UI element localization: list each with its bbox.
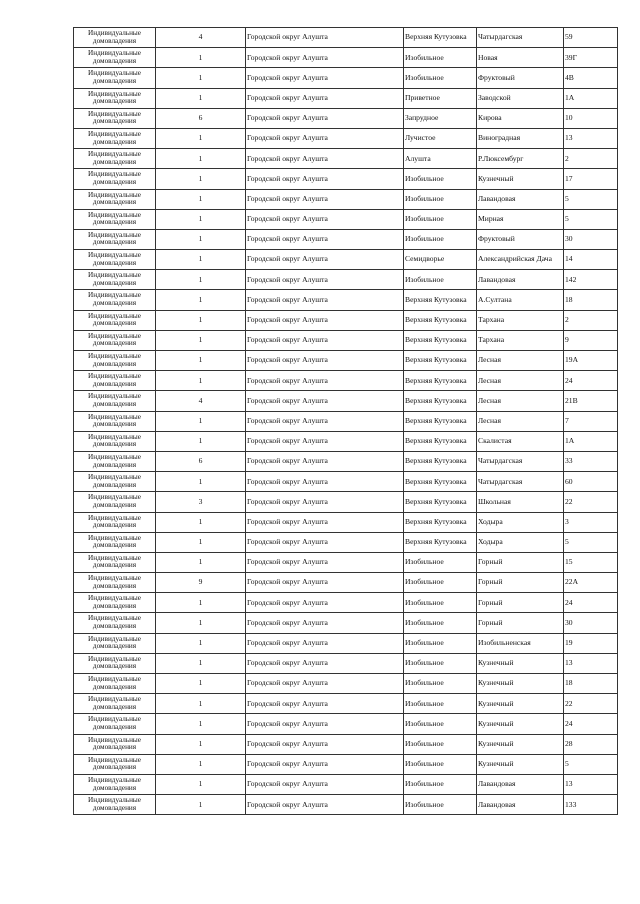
dwelling-count-cell: 1 (156, 229, 246, 249)
street-cell: Тархана (477, 330, 564, 350)
house-number-cell: 3 (564, 512, 618, 532)
street-cell: Новая (477, 48, 564, 68)
municipality-cell: Городской округ Алушта (246, 371, 404, 391)
table-row (74, 431, 618, 451)
street-cell: Кирова (477, 108, 564, 128)
municipality-cell: Городской округ Алушта (246, 270, 404, 290)
dwelling-count-cell: 1 (156, 290, 246, 310)
locality-cell: Изобильное (404, 169, 477, 189)
table-row (74, 209, 618, 229)
house-number-cell: 30 (564, 229, 618, 249)
house-number-cell: 133 (564, 795, 618, 815)
house-number-cell: 5 (564, 209, 618, 229)
table-row (74, 532, 618, 552)
dwelling-type-cell: Индивидуальные домовладения (74, 492, 156, 512)
street-cell: Кузнечный (477, 694, 564, 714)
dwelling-count-cell: 1 (156, 128, 246, 148)
housing-table (73, 27, 618, 815)
municipality-cell: Городской округ Алушта (246, 209, 404, 229)
street-cell: Чатырдагская (477, 451, 564, 471)
street-cell: Тархана (477, 310, 564, 330)
street-cell: Ходыра (477, 512, 564, 532)
dwelling-count-cell: 1 (156, 68, 246, 88)
locality-cell: Изобильное (404, 573, 477, 593)
street-cell: Лесная (477, 371, 564, 391)
table-row (74, 593, 618, 613)
municipality-cell: Городской округ Алушта (246, 573, 404, 593)
dwelling-type-cell: Индивидуальные домовладения (74, 290, 156, 310)
table-row (74, 774, 618, 794)
house-number-cell: 5 (564, 532, 618, 552)
house-number-cell: 24 (564, 714, 618, 734)
dwelling-type-cell: Индивидуальные домовладения (74, 795, 156, 815)
dwelling-type-cell: Индивидуальные домовладения (74, 512, 156, 532)
dwelling-count-cell: 1 (156, 734, 246, 754)
locality-cell: Алушта (404, 149, 477, 169)
street-cell: Изобильненская (477, 633, 564, 653)
street-cell: Кузнечный (477, 714, 564, 734)
house-number-cell: 39Г (564, 48, 618, 68)
street-cell: Горный (477, 573, 564, 593)
dwelling-count-cell: 1 (156, 250, 246, 270)
dwelling-type-cell: Индивидуальные домовладения (74, 310, 156, 330)
locality-cell: Изобильное (404, 633, 477, 653)
table-row (74, 694, 618, 714)
municipality-cell: Городской округ Алушта (246, 734, 404, 754)
street-cell: Виноградная (477, 128, 564, 148)
municipality-cell: Городской округ Алушта (246, 774, 404, 794)
locality-cell: Изобильное (404, 754, 477, 774)
municipality-cell: Городской округ Алушта (246, 754, 404, 774)
municipality-cell: Городской округ Алушта (246, 674, 404, 694)
dwelling-count-cell: 1 (156, 88, 246, 108)
dwelling-type-cell: Индивидуальные домовладения (74, 48, 156, 68)
locality-cell: Изобильное (404, 270, 477, 290)
house-number-cell: 24 (564, 593, 618, 613)
house-number-cell: 30 (564, 613, 618, 633)
house-number-cell: 2 (564, 310, 618, 330)
housing-table-body (74, 28, 618, 815)
dwelling-type-cell: Индивидуальные домовладения (74, 28, 156, 48)
municipality-cell: Городской округ Алушта (246, 391, 404, 411)
municipality-cell: Городской округ Алушта (246, 310, 404, 330)
house-number-cell: 1А (564, 88, 618, 108)
municipality-cell: Городской округ Алушта (246, 633, 404, 653)
dwelling-count-cell: 1 (156, 512, 246, 532)
street-cell: Лавандовая (477, 189, 564, 209)
municipality-cell: Городской округ Алушта (246, 290, 404, 310)
street-cell: А.Султана (477, 290, 564, 310)
dwelling-type-cell: Индивидуальные домовладения (74, 734, 156, 754)
dwelling-count-cell: 9 (156, 573, 246, 593)
street-cell: Лесная (477, 391, 564, 411)
table-row (74, 472, 618, 492)
dwelling-count-cell: 1 (156, 774, 246, 794)
municipality-cell: Городской округ Алушта (246, 351, 404, 371)
dwelling-count-cell: 1 (156, 209, 246, 229)
dwelling-type-cell: Индивидуальные домовладения (74, 674, 156, 694)
house-number-cell: 10 (564, 108, 618, 128)
street-cell: Горный (477, 552, 564, 572)
dwelling-type-cell: Индивидуальные домовладения (74, 88, 156, 108)
house-number-cell: 14 (564, 250, 618, 270)
dwelling-count-cell: 1 (156, 754, 246, 774)
locality-cell: Изобильное (404, 774, 477, 794)
dwelling-type-cell: Индивидуальные домовладения (74, 653, 156, 673)
locality-cell: Верхняя Кутузовка (404, 351, 477, 371)
street-cell: Лавандовая (477, 270, 564, 290)
municipality-cell: Городской округ Алушта (246, 714, 404, 734)
municipality-cell: Городской округ Алушта (246, 48, 404, 68)
dwelling-count-cell: 1 (156, 694, 246, 714)
street-cell: Чатырдагская (477, 472, 564, 492)
locality-cell: Изобильное (404, 674, 477, 694)
locality-cell: Изобильное (404, 653, 477, 673)
municipality-cell: Городской округ Алушта (246, 149, 404, 169)
locality-cell: Изобильное (404, 229, 477, 249)
street-cell: Заводской (477, 88, 564, 108)
dwelling-type-cell: Индивидуальные домовладения (74, 391, 156, 411)
street-cell: Кузнечный (477, 169, 564, 189)
dwelling-count-cell: 1 (156, 270, 246, 290)
dwelling-count-cell: 1 (156, 714, 246, 734)
dwelling-count-cell: 1 (156, 330, 246, 350)
house-number-cell: 1А (564, 431, 618, 451)
dwelling-type-cell: Индивидуальные домовладения (74, 633, 156, 653)
table-row (74, 714, 618, 734)
street-cell: Лавандовая (477, 795, 564, 815)
municipality-cell: Городской округ Алушта (246, 189, 404, 209)
dwelling-count-cell: 1 (156, 593, 246, 613)
dwelling-type-cell: Индивидуальные домовладения (74, 351, 156, 371)
house-number-cell: 4В (564, 68, 618, 88)
dwelling-count-cell: 4 (156, 391, 246, 411)
house-number-cell: 22 (564, 492, 618, 512)
house-number-cell: 13 (564, 774, 618, 794)
street-cell: Лавандовая (477, 774, 564, 794)
locality-cell: Верхняя Кутузовка (404, 411, 477, 431)
municipality-cell: Городской округ Алушта (246, 431, 404, 451)
dwelling-count-cell: 1 (156, 633, 246, 653)
table-row (74, 633, 618, 653)
house-number-cell: 19 (564, 633, 618, 653)
municipality-cell: Городской округ Алушта (246, 88, 404, 108)
table-row (74, 128, 618, 148)
house-number-cell: 22 (564, 694, 618, 714)
locality-cell: Изобильное (404, 209, 477, 229)
locality-cell: Верхняя Кутузовка (404, 472, 477, 492)
street-cell: Ходыра (477, 532, 564, 552)
locality-cell: Семидворье (404, 250, 477, 270)
locality-cell: Запрудное (404, 108, 477, 128)
street-cell: Р.Люксембург (477, 149, 564, 169)
dwelling-type-cell: Индивидуальные домовладения (74, 149, 156, 169)
table-row (74, 512, 618, 532)
street-cell: Скалистая (477, 431, 564, 451)
dwelling-count-cell: 1 (156, 371, 246, 391)
locality-cell: Верхняя Кутузовка (404, 28, 477, 48)
table-row (74, 371, 618, 391)
municipality-cell: Городской округ Алушта (246, 28, 404, 48)
dwelling-count-cell: 1 (156, 552, 246, 572)
locality-cell: Изобильное (404, 734, 477, 754)
municipality-cell: Городской округ Алушта (246, 795, 404, 815)
locality-cell: Изобильное (404, 694, 477, 714)
locality-cell: Верхняя Кутузовка (404, 451, 477, 471)
locality-cell: Верхняя Кутузовка (404, 532, 477, 552)
dwelling-type-cell: Индивидуальные домовладения (74, 552, 156, 572)
house-number-cell: 33 (564, 451, 618, 471)
street-cell: Кузнечный (477, 734, 564, 754)
municipality-cell: Городской округ Алушта (246, 492, 404, 512)
locality-cell: Верхняя Кутузовка (404, 431, 477, 451)
dwelling-count-cell: 1 (156, 351, 246, 371)
house-number-cell: 24 (564, 371, 618, 391)
locality-cell: Изобильное (404, 68, 477, 88)
dwelling-type-cell: Индивидуальные домовладения (74, 371, 156, 391)
street-cell: Лесная (477, 411, 564, 431)
street-cell: Кузнечный (477, 674, 564, 694)
dwelling-type-cell: Индивидуальные домовладения (74, 593, 156, 613)
municipality-cell: Городской округ Алушта (246, 613, 404, 633)
table-row (74, 48, 618, 68)
house-number-cell: 5 (564, 754, 618, 774)
table-row (74, 88, 618, 108)
house-number-cell: 13 (564, 653, 618, 673)
table-row (74, 108, 618, 128)
locality-cell: Верхняя Кутузовка (404, 391, 477, 411)
house-number-cell: 13 (564, 128, 618, 148)
dwelling-type-cell: Индивидуальные домовладения (74, 532, 156, 552)
dwelling-type-cell: Индивидуальные домовладения (74, 128, 156, 148)
locality-cell: Изобильное (404, 714, 477, 734)
table-row (74, 754, 618, 774)
locality-cell: Верхняя Кутузовка (404, 371, 477, 391)
street-cell: Фруктовый (477, 68, 564, 88)
municipality-cell: Городской округ Алушта (246, 532, 404, 552)
house-number-cell: 60 (564, 472, 618, 492)
municipality-cell: Городской округ Алушта (246, 229, 404, 249)
locality-cell: Верхняя Кутузовка (404, 330, 477, 350)
locality-cell: Изобильное (404, 189, 477, 209)
locality-cell: Лучистое (404, 128, 477, 148)
house-number-cell: 18 (564, 290, 618, 310)
municipality-cell: Городской округ Алушта (246, 68, 404, 88)
dwelling-type-cell: Индивидуальные домовладения (74, 68, 156, 88)
municipality-cell: Городской округ Алушта (246, 128, 404, 148)
street-cell: Мирная (477, 209, 564, 229)
house-number-cell: 142 (564, 270, 618, 290)
table-row (74, 149, 618, 169)
dwelling-count-cell: 6 (156, 108, 246, 128)
locality-cell: Верхняя Кутузовка (404, 512, 477, 532)
dwelling-count-cell: 1 (156, 674, 246, 694)
dwelling-count-cell: 6 (156, 451, 246, 471)
dwelling-type-cell: Индивидуальные домовладения (74, 169, 156, 189)
municipality-cell: Городской округ Алушта (246, 451, 404, 471)
house-number-cell: 5 (564, 189, 618, 209)
locality-cell: Изобильное (404, 593, 477, 613)
table-row (74, 552, 618, 572)
dwelling-count-cell: 1 (156, 431, 246, 451)
table-row (74, 674, 618, 694)
dwelling-type-cell: Индивидуальные домовладения (74, 189, 156, 209)
table-row (74, 451, 618, 471)
dwelling-type-cell: Индивидуальные домовладения (74, 330, 156, 350)
municipality-cell: Городской округ Алушта (246, 552, 404, 572)
dwelling-type-cell: Индивидуальные домовладения (74, 270, 156, 290)
street-cell: Горный (477, 613, 564, 633)
locality-cell: Верхняя Кутузовка (404, 492, 477, 512)
locality-cell: Изобильное (404, 795, 477, 815)
house-number-cell: 7 (564, 411, 618, 431)
municipality-cell: Городской округ Алушта (246, 593, 404, 613)
municipality-cell: Городской округ Алушта (246, 169, 404, 189)
dwelling-type-cell: Индивидуальные домовладения (74, 754, 156, 774)
municipality-cell: Городской округ Алушта (246, 250, 404, 270)
municipality-cell: Городской округ Алушта (246, 694, 404, 714)
table-row (74, 28, 618, 48)
municipality-cell: Городской округ Алушта (246, 472, 404, 492)
table-row (74, 229, 618, 249)
municipality-cell: Городской округ Алушта (246, 653, 404, 673)
house-number-cell: 59 (564, 28, 618, 48)
table-row (74, 391, 618, 411)
dwelling-type-cell: Индивидуальные домовладения (74, 472, 156, 492)
dwelling-count-cell: 1 (156, 795, 246, 815)
table-row (74, 492, 618, 512)
dwelling-count-cell: 1 (156, 653, 246, 673)
dwelling-type-cell: Индивидуальные домовладения (74, 229, 156, 249)
dwelling-type-cell: Индивидуальные домовладения (74, 250, 156, 270)
table-row (74, 310, 618, 330)
dwelling-count-cell: 3 (156, 492, 246, 512)
municipality-cell: Городской округ Алушта (246, 512, 404, 532)
house-number-cell: 2 (564, 149, 618, 169)
street-cell: Чатырдагская (477, 28, 564, 48)
dwelling-count-cell: 1 (156, 411, 246, 431)
house-number-cell: 9 (564, 330, 618, 350)
table-row (74, 653, 618, 673)
dwelling-count-cell: 1 (156, 472, 246, 492)
municipality-cell: Городской округ Алушта (246, 108, 404, 128)
locality-cell: Верхняя Кутузовка (404, 310, 477, 330)
locality-cell: Верхняя Кутузовка (404, 290, 477, 310)
house-number-cell: 21В (564, 391, 618, 411)
table-row (74, 613, 618, 633)
municipality-cell: Городской округ Алушта (246, 330, 404, 350)
house-number-cell: 19А (564, 351, 618, 371)
locality-cell: Изобильное (404, 552, 477, 572)
dwelling-type-cell: Индивидуальные домовладения (74, 714, 156, 734)
dwelling-type-cell: Индивидуальные домовладения (74, 694, 156, 714)
street-cell: Горный (477, 593, 564, 613)
dwelling-count-cell: 1 (156, 149, 246, 169)
table-row (74, 169, 618, 189)
locality-cell: Приветное (404, 88, 477, 108)
house-number-cell: 28 (564, 734, 618, 754)
table-row (74, 290, 618, 310)
street-cell: Школьная (477, 492, 564, 512)
dwelling-type-cell: Индивидуальные домовладения (74, 613, 156, 633)
table-row (74, 795, 618, 815)
street-cell: Кузнечный (477, 754, 564, 774)
table-row (74, 68, 618, 88)
street-cell: Фруктовый (477, 229, 564, 249)
street-cell: Лесная (477, 351, 564, 371)
table-row (74, 330, 618, 350)
dwelling-type-cell: Индивидуальные домовладения (74, 431, 156, 451)
dwelling-count-cell: 1 (156, 532, 246, 552)
table-row (74, 351, 618, 371)
dwelling-type-cell: Индивидуальные домовладения (74, 573, 156, 593)
locality-cell: Изобильное (404, 613, 477, 633)
dwelling-count-cell: 1 (156, 48, 246, 68)
dwelling-count-cell: 1 (156, 169, 246, 189)
table-row (74, 270, 618, 290)
house-number-cell: 17 (564, 169, 618, 189)
table-row (74, 250, 618, 270)
dwelling-type-cell: Индивидуальные домовладения (74, 451, 156, 471)
dwelling-type-cell: Индивидуальные домовладения (74, 108, 156, 128)
house-number-cell: 22А (564, 573, 618, 593)
house-number-cell: 18 (564, 674, 618, 694)
dwelling-type-cell: Индивидуальные домовладения (74, 774, 156, 794)
table-row (74, 411, 618, 431)
house-number-cell: 15 (564, 552, 618, 572)
street-cell: Кузнечный (477, 653, 564, 673)
dwelling-count-cell: 1 (156, 189, 246, 209)
table-row (74, 573, 618, 593)
table-row (74, 189, 618, 209)
street-cell: Александрийская Дача (477, 250, 564, 270)
dwelling-type-cell: Индивидуальные домовладения (74, 411, 156, 431)
dwelling-type-cell: Индивидуальные домовладения (74, 209, 156, 229)
locality-cell: Изобильное (404, 48, 477, 68)
dwelling-count-cell: 4 (156, 28, 246, 48)
municipality-cell: Городской округ Алушта (246, 411, 404, 431)
dwelling-count-cell: 1 (156, 310, 246, 330)
table-row (74, 734, 618, 754)
dwelling-count-cell: 1 (156, 613, 246, 633)
